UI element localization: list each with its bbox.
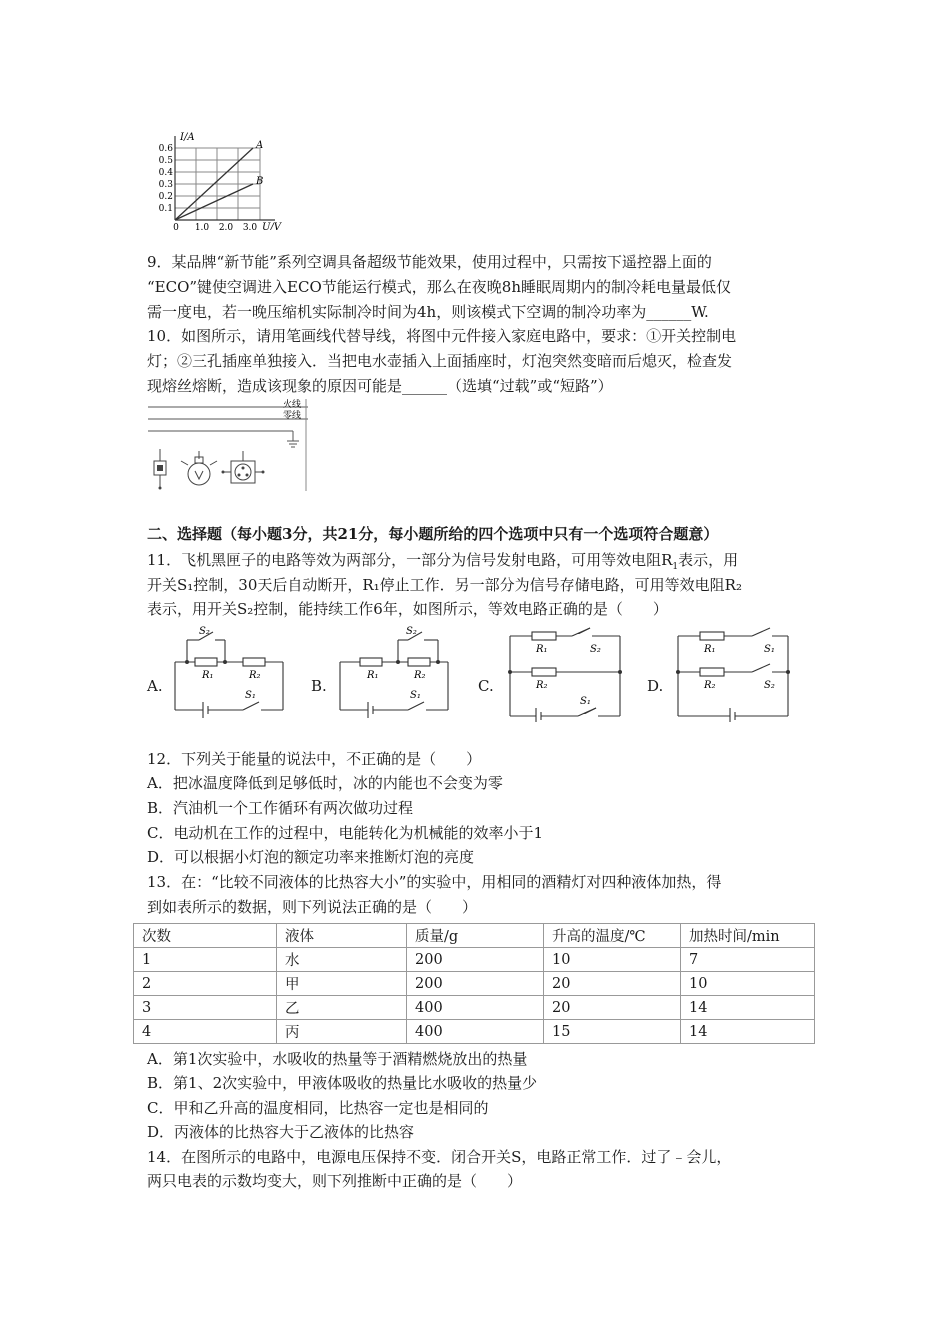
q13-option-b: B．第1、2次实验中，甲液体吸收的热量比水吸收的热量少 [147, 1074, 538, 1092]
table-row [134, 996, 815, 1020]
label-s2: S₂ [406, 626, 417, 637]
fire-line-label: 火线 [283, 400, 302, 410]
q10-line: 10．如图所示，请用笔画线代替导线，将图中元件接入家庭电路中，要求：①开关控制电 [147, 327, 737, 345]
q13-data-table [133, 923, 815, 1044]
switch-symbol [154, 449, 166, 490]
label-r2: R₂ [249, 670, 261, 681]
table-header-row [134, 924, 815, 948]
q12-option-d: D．可以根据小灯泡的额定功率来推断灯泡的亮度 [147, 848, 475, 866]
table-header-cell: 次数 [134, 924, 277, 948]
table-cell: 7 [681, 948, 815, 972]
label-r2: R₂ [414, 670, 426, 681]
table-cell: 10 [681, 972, 815, 996]
table-cell: 丙 [277, 1020, 407, 1044]
q9-line: 9．某品牌“新节能”系列空调具备超级节能效果，使用过程中，只需按下遥控器上面的 [147, 253, 712, 271]
zero-line-label: 零线 [283, 411, 302, 421]
label-r2: R₂ [536, 680, 548, 691]
table-cell: 4 [134, 1020, 277, 1044]
table-cell: 10 [544, 948, 681, 972]
graph-line-a-label: A [256, 140, 264, 151]
label-r1: R₁ [202, 670, 214, 681]
q11-circuit-c [500, 622, 630, 722]
q11-circuit-d [668, 622, 798, 722]
graph-y-tick: 0.4 [158, 168, 173, 178]
graph-line-b-label: B [256, 176, 264, 187]
table-cell: 20 [544, 996, 681, 1020]
graph-x-tick: 2.0 [218, 223, 234, 230]
q13-stem-2: 到如表所示的数据，则下列说法正确的是（ ） [147, 898, 478, 916]
iu-graph [140, 128, 300, 230]
label-r2: R₂ [704, 680, 716, 691]
q12-option-b: B．汽油机一个工作循环有两次做功过程 [147, 799, 414, 817]
table-cell: 400 [407, 996, 544, 1020]
label-r1: R₁ [367, 670, 379, 681]
label-s1: S₁ [245, 690, 256, 701]
q11-circuit-a [165, 622, 290, 722]
q13-stem-1: 13．在：“比较不同液体的比热容大小”的实验中，用相同的酒精灯对四种液体加热，得 [147, 873, 722, 891]
q11-option-b-label: B. [311, 677, 327, 695]
graph-y-tick: 0.1 [158, 204, 173, 214]
table-cell: 甲 [277, 972, 407, 996]
q12-stem: 12．下列关于能量的说法中，不正确的是（ ） [147, 750, 482, 768]
label-r1: R₁ [704, 644, 716, 655]
q9-line: 需一度电，若一晚压缩机实际制冷时间为4h，则该模式下空调的制冷功率为______W. [147, 303, 709, 321]
q9-line: “ECO”键使空调进入ECO节能运行模式，那么在夜晚8h睡眠周期内的制冷耗电量最低仅 [147, 278, 731, 296]
table-cell: 14 [681, 1020, 815, 1044]
q12-option-a: A．把冰温度降低到足够低时，冰的内能也不会变为零 [147, 774, 503, 792]
table-cell: 20 [544, 972, 681, 996]
table-cell: 15 [544, 1020, 681, 1044]
graph-x-tick: 3.0 [242, 223, 258, 230]
q13-option-a: A．第1次实验中，水吸收的热量等于酒精燃烧放出的热量 [147, 1050, 528, 1068]
label-s2: S₂ [199, 626, 210, 637]
table-cell: 乙 [277, 996, 407, 1020]
graph-x-tick: 1.0 [194, 223, 210, 230]
table-cell: 200 [407, 948, 544, 972]
graph-y-tick: 0.3 [158, 180, 173, 190]
label-s1: S₁ [410, 690, 421, 701]
q11-line-1-end: 表示，用 [678, 551, 739, 569]
q11-line-1-sub: 1 [672, 562, 679, 572]
household-circuit-figure [143, 399, 313, 495]
table-header-cell: 升高的温度/℃ [544, 924, 681, 948]
q11-circuit-b [330, 622, 455, 722]
graph-line-b [175, 184, 253, 220]
table-cell: 3 [134, 996, 277, 1020]
q13-option-c: C．甲和乙升高的温度相同，比热容一定也是相同的 [147, 1099, 489, 1117]
table-cell: 水 [277, 948, 407, 972]
table-header-cell: 加热时间/min [681, 924, 815, 948]
q11-option-a-label: A. [147, 677, 163, 695]
q11-option-c-label: C. [478, 677, 494, 695]
graph-x-label: U/V [262, 222, 282, 230]
q13-option-d: D．丙液体的比热容大于乙液体的比热容 [147, 1123, 415, 1141]
label-s1: S₁ [764, 644, 775, 655]
table-header-cell: 液体 [277, 924, 407, 948]
table-cell: 2 [134, 972, 277, 996]
q10-line: 灯；②三孔插座单独接入．当把电水壶插入上面插座时，灯泡突然变暗而后熄灭，检查发 [147, 352, 733, 370]
q14-line-2: 两只电表的示数均变大，则下列推断中正确的是（ ） [147, 1172, 523, 1190]
graph-y-tick: 0.6 [158, 144, 173, 154]
table-cell: 14 [681, 996, 815, 1020]
label-r1: R₁ [536, 644, 548, 655]
graph-y-label: I/A [180, 132, 195, 143]
label-s1: S₁ [580, 696, 591, 707]
table-header-cell: 质量/g [407, 924, 544, 948]
graph-y-tick: 0.2 [158, 192, 173, 202]
table-row [134, 1020, 815, 1044]
label-s2: S₂ [590, 644, 601, 655]
label-s2: S₂ [764, 680, 775, 691]
table-row [134, 972, 815, 996]
q12-option-c: C．电动机在工作的过程中，电能转化为机械能的效率小于1 [147, 824, 544, 842]
bulb-symbol [181, 451, 217, 485]
q11-line-2: 开关S₁控制，30天后自动断开，R₁停止工作．另一部分为信号存储电路，可用等效电阻R₂ [147, 576, 742, 594]
q11-option-d-label: D. [647, 677, 664, 695]
q11-line-3: 表示，用开关S₂控制，能持续工作6年，如图所示，等效电路正确的是（ ） [147, 600, 668, 618]
q10-line: 现熔丝熔断，造成该现象的原因可能是______（选填“过载”或“短路”） [147, 377, 613, 395]
graph-x-tick: 0 [173, 223, 179, 230]
table-row [134, 948, 815, 972]
q14-line-1: 14．在图所示的电路中，电源电压保持不变．闭合开关S，电路正常工作．过了﹣会儿， [147, 1148, 732, 1166]
table-cell: 200 [407, 972, 544, 996]
q11-line-1-text: 11．飞机黑匣子的电路等效为两部分，一部分为信号发射电路，可用等效电阻R [147, 551, 673, 569]
section-title: 二、选择题（每小题3分，共21分，每小题所给的四个选项中只有一个选项符合题意） [147, 525, 719, 543]
three-hole-socket-symbol [222, 451, 265, 483]
table-cell: 1 [134, 948, 277, 972]
table-cell: 400 [407, 1020, 544, 1044]
graph-y-tick: 0.5 [158, 156, 173, 166]
